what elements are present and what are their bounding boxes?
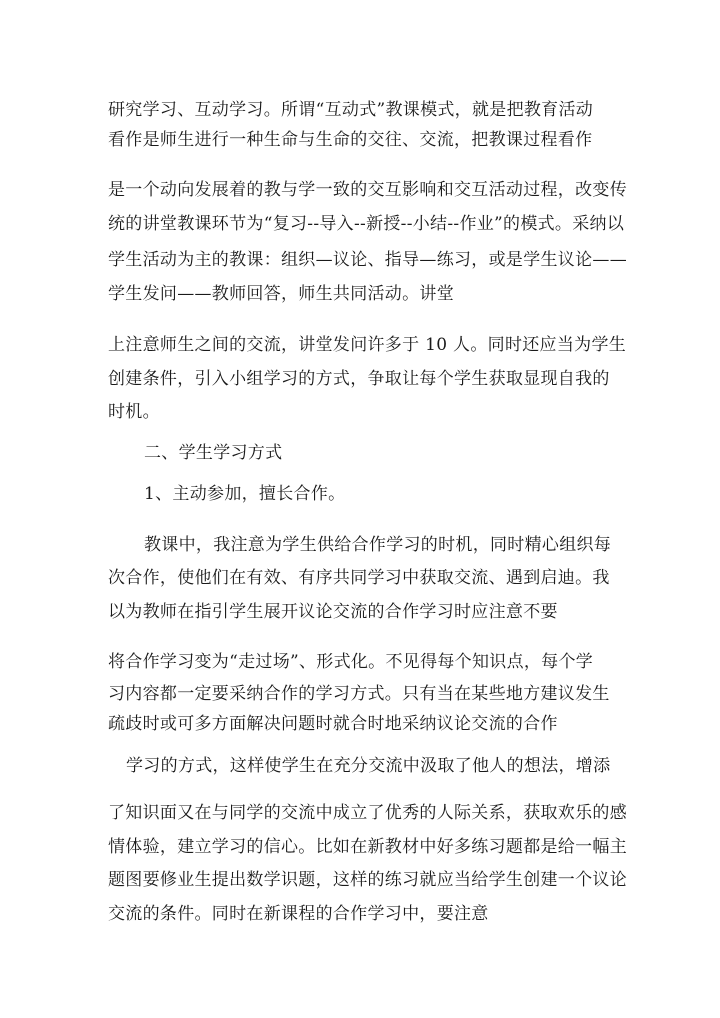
text-line: 将合作学习变为“走过场”、形式化。不见得每个知识点，每个学 xyxy=(108,652,594,672)
text-line: 统的讲堂教课环节为“复习--导入--新授--小结--作业”的模式。采纳以 xyxy=(108,214,625,234)
subsection-heading: 1、主动参加，擅长合作。 xyxy=(144,484,346,504)
text-line: 学生发问——教师回答，师生共同活动。讲堂 xyxy=(108,284,454,304)
text-line: 教课中，我注意为学生供给合作学习的时机，同时精心组织每 xyxy=(144,535,612,555)
text-line: 以为教师在指引学生展开议论交流的合作学习时应注意不要 xyxy=(108,602,558,622)
text-line: 情体验，建立学习的信心。比如在新教材中好多练习题都是给一幅主 xyxy=(108,837,627,857)
text-line: 学习的方式，这样使学生在充分交流中汲取了他人的想法，增添 xyxy=(126,756,611,776)
text-line: 次合作，使他们在有效、有序共同学习中获取交流、遇到启迪。我 xyxy=(108,568,610,588)
text-line: 创建条件，引入小组学习的方式，争取让每个学生获取显现自我的 xyxy=(108,369,610,389)
section-heading: 二、学生学习方式 xyxy=(144,443,283,463)
text-line: 上注意师生之间的交流，讲堂发问许多于 10 人。同时还应当为学生 xyxy=(108,335,627,355)
text-line: 看作是师生进行一种生命与生命的交往、交流，把教课过程看作 xyxy=(108,130,593,150)
text-line: 习内容都一定要采纳合作的学习方式。只有当在某些地方建议发生 xyxy=(108,684,610,704)
text-line: 学生活动为主的教课：组织—议论、指导—练习，或是学生议论—— xyxy=(108,250,627,270)
text-line: 研究学习、互动学习。所谓“互动式”教课模式，就是把教育活动 xyxy=(108,100,594,120)
text-line: 疏歧时或可多方面解决问题时就合时地采纳议论交流的合作 xyxy=(108,714,558,734)
text-line: 了知识面又在与同学的交流中成立了优秀的人际关系，获取欢乐的感 xyxy=(108,803,627,823)
text-line: 时机。 xyxy=(108,402,160,422)
text-line: 交流的条件。同时在新课程的合作学习中，要注意 xyxy=(108,904,489,924)
text-line: 题图要修业生提出数学识题，这样的练习就应当给学生创建一个议论 xyxy=(108,870,627,890)
text-line: 是一个动向发展着的教与学一致的交互影响和交互活动过程，改变传 xyxy=(108,180,627,200)
